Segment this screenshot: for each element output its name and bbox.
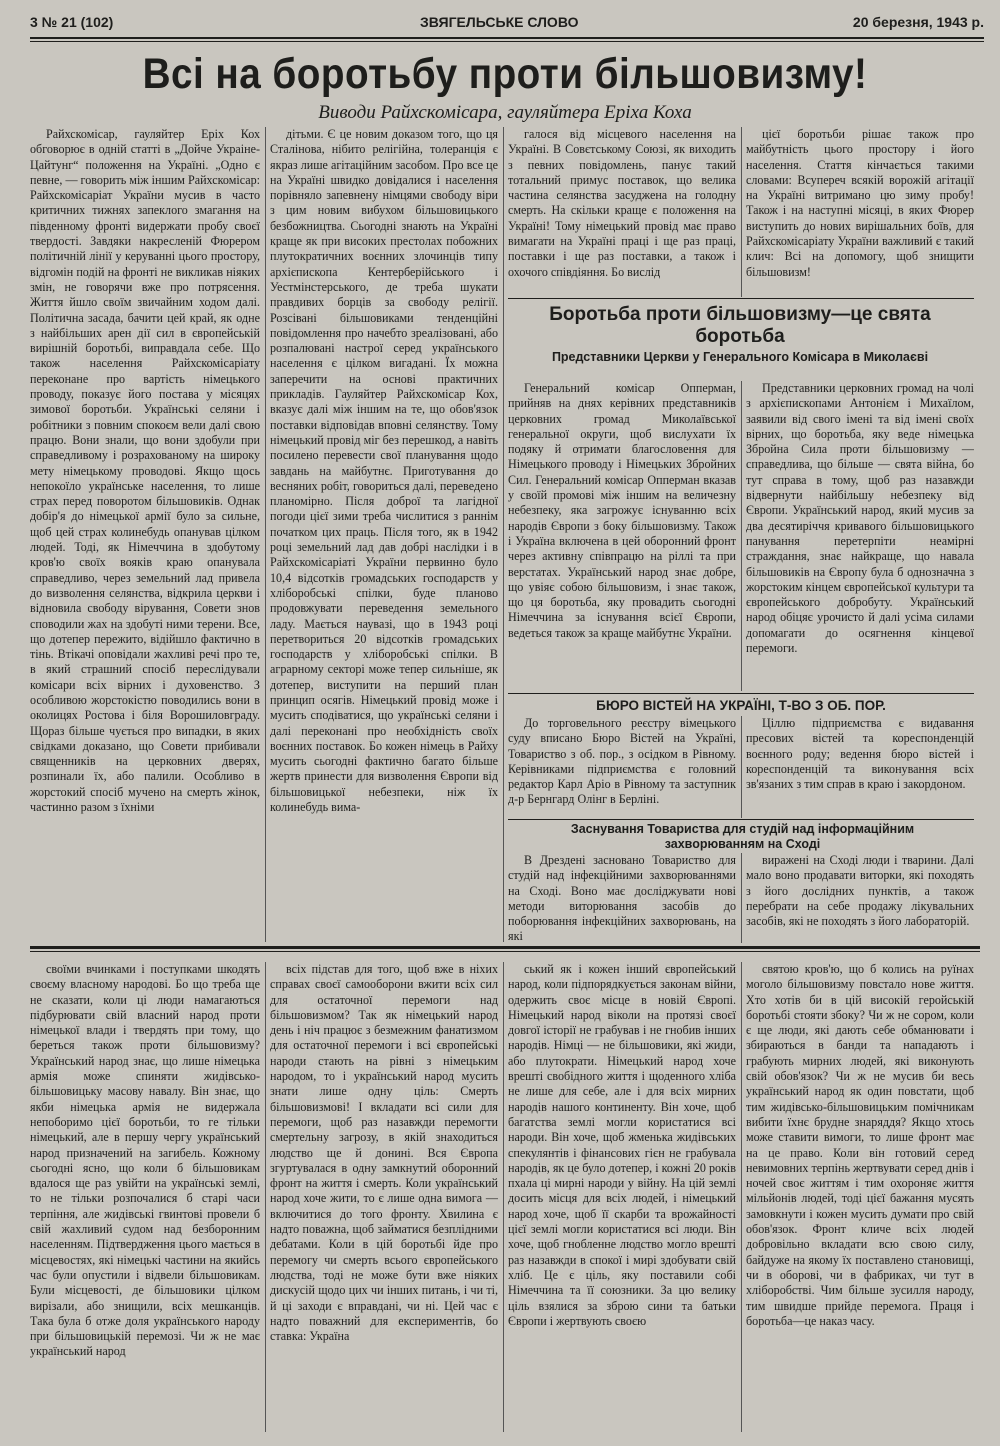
main-article-col3: галося від місцевого населення на Україні. В Совєтському Союзі, як виходить з певних повідомлень, панує такий тотальний примус поставок, що велика частина селянства засуджена на голодну смерть. На скільки краще є положення на Україні! Тому німецький провід має право вимагати на Україні праці і ще раз праці, поставки і ще раз поставки, а також і охочого співдіяння. Бо вислід — [508, 127, 736, 279]
lower-col2: всіх підстав для того, щоб вже в ніхих справах своєї самооборони вжити всіх сил для остаточної перемоги над більшовизмом? Так як німецький народ день і ніч працює з безмежним фанатизмом для остаточної перемоги і всі європейські народи стають на рівні з німецьким народом, то і український народ мусить знати лише одну ціль: Смерть більшовизмові! І вкладати всі сили для перемоги, щоб раз назавжди перемогти смертельну загрозу, в якій знаходиться людство ще й донині. Вся Європа згуртувалася в одну замкнутий оборонний фронт на життя і смерть. Коли український народ хоче жити, то є лише одна вимога — включитися до того фронту. Хвилина є надто поважна, щоб займатися безплідними дебатами. Коли в цій боротьбі йде про перемогу чи смерть всього європейського людства, тоді не може бути вже ніяких дискусій щодо цих чи інших питань, і чи ті, й ці заходи є вправдані, чи ні. Цей час є надто поважний для експериментів, бо ставка: Україна — [270, 962, 498, 1344]
subheadline: Виводи Райхскомісара, гауляйтера Еріха Коха — [318, 102, 692, 123]
article3-col2: Ціллю підприємства є видавання пресових вістей та кореспонденцій воєнного роду; ведення бюро вістей і кореспонденцій та виконування всіх зв'язаних з тим справ в краю і закордоном. — [746, 716, 974, 792]
article-divider — [508, 819, 974, 820]
column-divider — [265, 127, 266, 942]
issue-date: 20 березня, 1943 р. — [852, 14, 984, 30]
fold-rule — [30, 946, 980, 949]
article-divider — [508, 298, 974, 299]
article2-title: Боротьба проти більшовизму—це свята боротьба — [549, 304, 931, 347]
fold-rule-thin — [30, 951, 980, 952]
masthead-rule — [30, 37, 984, 39]
headline: Всі на боротьбу проти більшовизму! — [142, 50, 868, 98]
article3-title: БЮРО ВІСТЕЙ НА УКРАЇНІ, Т-ВО З ОБ. ПОР. — [596, 698, 886, 713]
column-divider — [741, 853, 742, 943]
lower-col4: святою кров'ю, що б колись на руїнах моголо більшовизму повстало нове життя. Хто хотів би в цій високій геройській боротьбі стояти збоку? Чи ж не сором, коли є ще люди, які дають себе обманювати і збираються в банди та нападають і грабують мирних людей, які виконують свій обов'язок? Чи ж не мусив би весь український народ як один повстати, щоб тим жидівсько-більшовицьким помічникам вибити їхнє брудне знаряддя? Якщо хтось може ставити вимоги, то лише фронт має на це право. Коли він готовий серед невимовних терпінь жертвувати серед днів і ночей своє життям і тим охороняє життя мільйонів людей, тоді цієї бажання мусять замовкнути і кожен мусить думати про свій обов'язок. Фронт кличе всіх людей добровільно вкладати всю свою силу, байдуже на якому їх поставлено становищі, чи в оборові, чи в фабриках, чи тут в хліборобстві. Чим більше зусилля народу, тим швидше прийде перемога. Праця і боротьба—це наказ часу. — [746, 962, 974, 1328]
article4-col1: В Дрездені засновано Товариство для студій над інфекційними захворюваннями на Сході. Воно має досліджувати нові методи виторювання засобів до поборювання інфекційних захворювань, на які — [508, 853, 736, 943]
main-article-col1: Райхскомісар, гауляйтер Еріх Кох обговорює в одній статті в „Дойче Украіне-Цайтунг“ положення на Україні. „Одно є певне, — говорить між іншим Райхскомісар: Райхскомісаріат України мусив в часто критичних тижнях запеклого змагання на південному фронті видержати пробу своєї твердості. Завдяки накресленій Фюрером політичній лінії у керуванні цього простору, відгомін подій на фронті не викликав ніяких змін, не говорячи вже про потрясення. Життя йшло своїм звичайним ходом далі. Політична засада, бачити цей край, як одне з найбільших арен дії сил в європейській вирішній боротьбі, виправдала себе. Що також населення Райхскомісаріату переконане про вартість німецького проводу, показує його постава у місяцях зимової боротьби. Українські селяни і робітники з повним спокоєм вели далі свою працю. Вони знали, що вони здобули при справедливому і розрахованому на широку мету німецькому проводові. Якщо щось непокоїло українське населення, то лише страх перед поворотом більшовиків. Однак добір'я до німецької армії було за сильне, щоб цей страх колинебудь опанував цілком людей. Тоді, як Німеччина в здобутому кров'ю своїх вояків краю опанувала справедливо, через земельний лад привела до визволення селянства, відкрила церкви і відновила свободу вірування, Совети знов споводили жах на здобуті ними терени. Все, що дотепер пережито, відійшло фактично в тінь. Втікачі оповідали жахливі речі про те, в який страшний спосіб переслідували комісари всіх вірних і духовенство. З особливою жорстокістю поводились вони в околицях Ростова і біля Ворошиловграду. Щораз більше чується про випадки, в яких свідками доказано, що Совети прибивали священників на церковних дверях, розпинали їх, або палили. Особливо в жорстокий спосіб мучено на смерть жінок, частинно разом з їхніми — [30, 127, 260, 815]
column-divider — [741, 716, 742, 818]
masthead — [30, 14, 984, 34]
lower-col1: своїми вчинками і поступками шкодять своєму власному народові. Бо що треба ще не сказати, коли ці люди намагаються підбурювати свій власний народ проти німецької влади і твердять при тому, що береться також проти більшовизму? Український народ знає, що лише німецька армія може спиняти жидівсько-більшовицьку масову навалу. Він знає, що якби німецька армія не видержала непоборимо цієї боротьби, то ге тільки німецький, але в першу чергу український народ призначений на загибель. Кожному сьогодні ясно, що коли б більшовикам вдалося ще раз увійти на українські землі, то не тільки розпочалися б старі часи терпіння, але жидівські гвинтові провели б свій жахливий судом над безборонним населенням. Підтвердження цього мається в місцевостях, які німецькі частини на якийсь час були опустили і відвели більшовикам. Були місцевості, де більшовики цілком вирізали, або знищили, всіх мешканців. Така була б отже доля українського народу при більшовицькій перемозі. Чи ж не має український народ — [30, 962, 260, 1359]
article2-col2: Представники церковних громад на чолі з архієпископами Антонієм і Михаїлом, заявили від свого імені та від імені своїх вірних, що боротьба, яку веде німецька Збройна Сила проти більшовизму — справедлива, що більше — свята війна, бо тут справа в тому, щоб раз назавжди відвернути найбільшу небезпеку від Європи. Український народ, який мусив за два десятиріччя кривавого більшовицького панування перетерпіти неамірні страждання, знає найкраще, що навала більшовиків на Європу була б однозначна з жорстоким кінцем європейської культури та європейського добробуту. Український народ обіцяє урочисто й далі усіма силами допомагати до осягнення кінцевої перемоги. — [746, 381, 974, 656]
article4-title: Заснування Товариства для студій над інформаційним захворюванням на Сході — [570, 822, 915, 851]
lower-col3: ський як і кожен інший європейський народ, коли підпорядкується законам війни, одержить своє місце в новій Європі. Німецький народ віколи на протязі своєї довгої історії не грабував і не гнобив інших народів. Німці — не більшовики, які жиди, або плутократи. Німецький народ хоче врешті свобідного життя і щоденного хліба не лише для себе, але і для всіх мирних народів нашого континенту. Він хоче, щоб багатства землі могли користатися всі народи. Він хоче, щоб жменька жидівських спекулянтів і фінансових гієн не грабувала народів, як це було дотепер, і кожні 20 років пхала ці мирні народи у війну. На цій землі досить місця для всіх людей, і німецький народ хоче, щоб її скарби та врожайності цієї землі могли користатися всі люди. Він хоче, щоб гнобленне людство могло врешті раз назавжди в спокої і мирі здобувати свій хліб. Це є ціль, яку поставили собі Німеччина та її союзники. За цю велику ціль взялися за зброю сини та батьки Європи і жертвують своєю — [508, 962, 736, 1328]
article2-subtitle: Представники Церкви у Генерального Комісара в Миколаєві — [551, 350, 929, 364]
column-divider — [741, 127, 742, 297]
column-divider — [503, 962, 504, 1432]
column-divider — [741, 962, 742, 1432]
article4-col2: виражені на Сході люди і тварини. Далі мало воно продавати виторки, які походять з його дослідних пунктів, а також перебрати на себе продажу лікувальних засобів, які не походять з його лабораторій. — [746, 853, 974, 929]
paper-name: ЗВЯГЕЛЬСЬКЕ СЛОВО — [420, 14, 579, 30]
main-article-col2: дітьми. Є це новим доказом того, що ця Сталінова, нібито релігійна, толеранція є якраз лише агітаційним засобом. Про все це на Україні швидко довідалися і населення порівняло запевнену німцями свободу віри з цим новим вибухом більшовицького безбожництва. Сьогодні знають на Україні краще як при високих престолах побожних плутократичних воєнних злочинців типу архієпископа Кентерберійського і Уестмінстерського, де треба шукати правдивих борців за свободу релігії. Розсівані більшовиками тенденційні повідомлення про начебто зреалізовані, або розпалювані настрої серед українського населення є цілком вигадані. Їх можна заперечити на основі практичних прикладів. Гауляйтер Райхскомісар Кох, вказує далі між іншим на те, що обов'язок поставки відповідав вповні селянству. Тому німецький провід міг без перешкод, а навіть посилено перевести свої планування щодо завдань на майбутнє. Приготування до весняних робіт, говориться далі, переведено планомірно. Після доброї та лагідної погоди цієї зими треба числитися з раннім початком цих праць. Після того, як в 1942 році земельний лад дав добрі наслідки і в Райхскомісаріаті України первинно було 10,4 відсотків громадських господарств у хліборобські спілки, буде планово продовжувати переведення земельного ладу. Мається наувазі, що в 1943 році перетвориться 20 відсотків громадських господарств у хліборобські спілки. В аграрному секторі може тепер сильніше, як дотепер, виступити на перший план принцип осягів. Німецький провід може і мусить сподіватися, що українські селяни і далі переконані про необхідність своїх воєнних поставок. Бо кожен німець в Райху мусить сьогодні фактично багато більше жертв принести для визволення Європи від більшовицької небезпеки, ніж їх колинебудь вима- — [270, 127, 498, 815]
article2-col1: Генеральний комісар Опперман, прийняв на днях керівних представників церковних громад Миколаївської генеральної округи, щоб вислухати їх подяку й отримати благословення для Німецького проводу і Німецьких Збройних Сил. Генеральний комісар Опперман вказав у своїй промові між іншим на величезну небезпеку, яка загрожує існуванню всіх народів Європи з боку більшовизму. Також і Україна включена в цей оборонний фронт через активну співпрацю на ріллі та при верстатах. Український народ знає добре, що увіяє собою більшовизм, і знає також, що ця боротьба, яку провадить сьогодні Німеччина за існування всієї Європи, ведеться також за краще майбутнє України. — [508, 381, 736, 640]
column-divider — [265, 962, 266, 1432]
issue-number: 3 № 21 (102) — [30, 14, 114, 30]
column-divider — [741, 381, 742, 691]
article3-col1: До торговельного реєстру вімецького суду вписано Бюро Вістей на Україні, Товариство з об. пор., з осідком в Рівному. Керівниками підприємства є головний редактор Карл Аріо в Рівному та заступник д-р Бернгард Олінг в Берліні. — [508, 716, 736, 807]
masthead-rule-thin — [30, 41, 984, 42]
column-divider — [503, 127, 504, 942]
article-divider — [508, 693, 974, 694]
main-article-col4: цієї боротьби рішає також про майбутність цього простору і його населення. Стаття кінчається такими словами: Всупереч всякій ворожій агітації на Україні витримано цю зиму пробу! Також і на наступні місяці, в яких Фюрер виступить до нових вирішальних боїв, для Райхскомісаріату України важливий є такий клич: Всі на допомогу, щоб знищити більшовизм! — [746, 127, 974, 279]
